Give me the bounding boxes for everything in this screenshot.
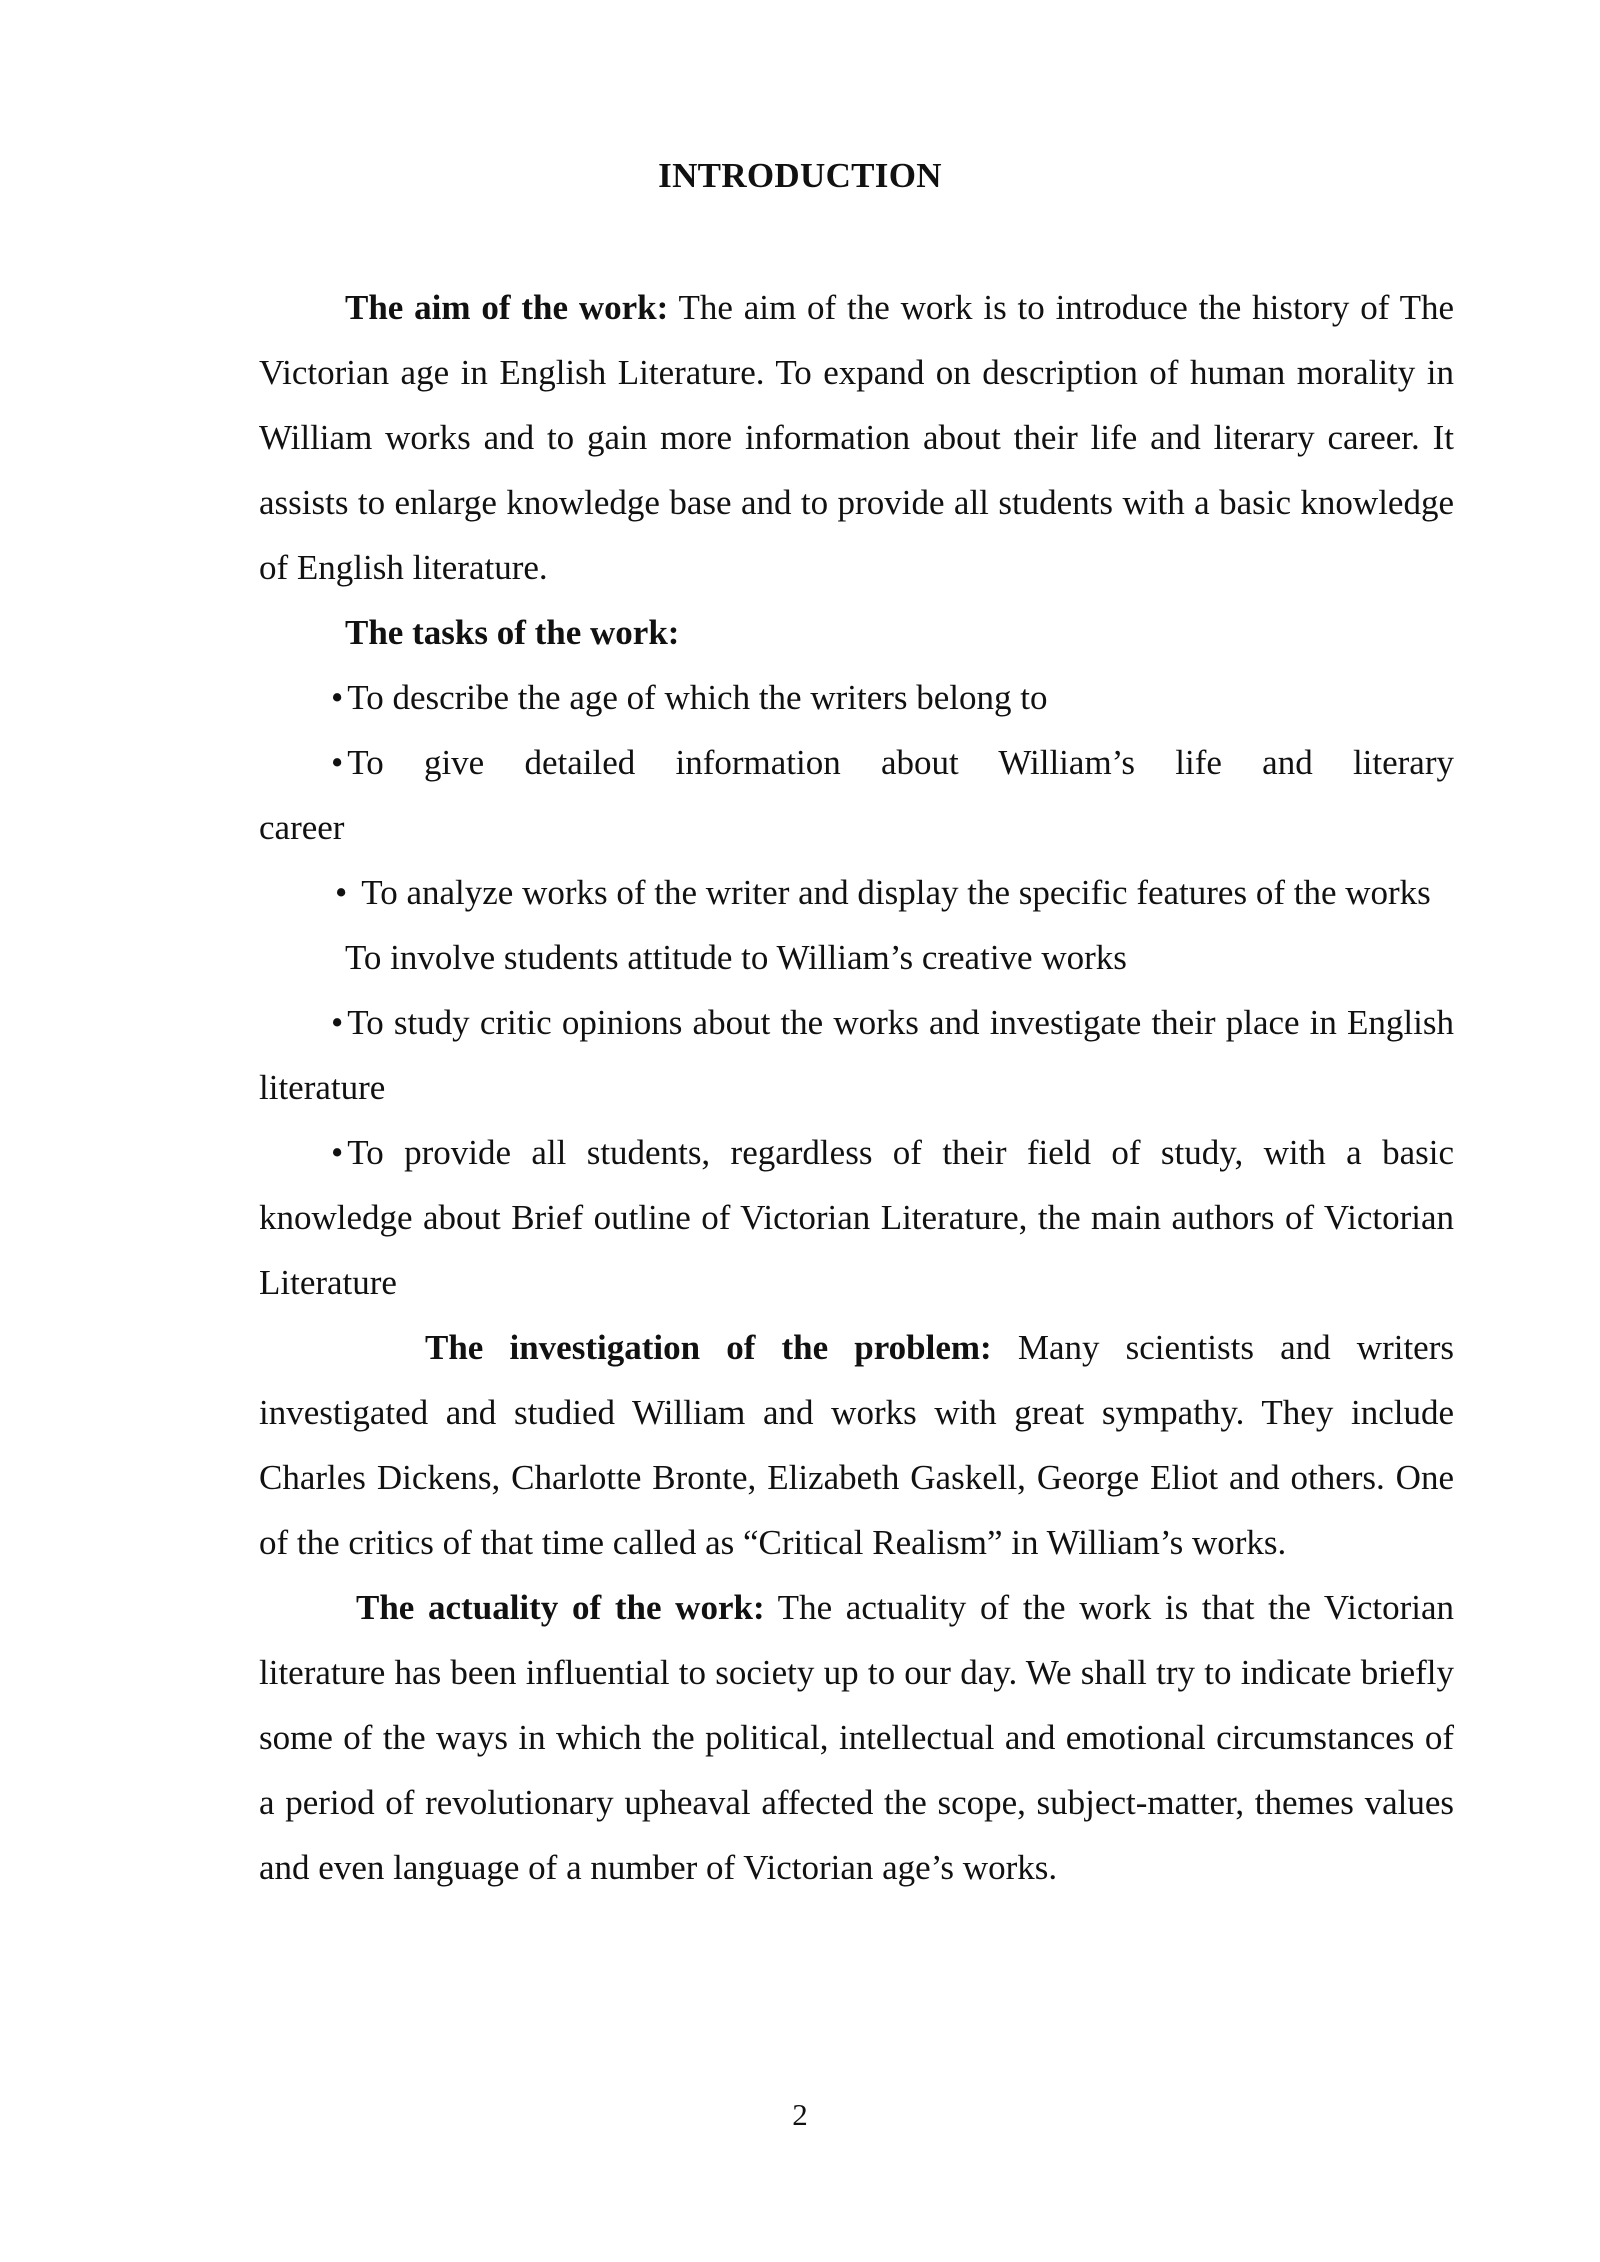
task-item-text: To give detailed information about William’s life and literary career [259,743,1454,847]
aim-paragraph [259,275,1454,600]
bullet-icon: • [331,1003,344,1042]
investigation-text: Many scientists and writers investigated and studied William and works with great sympathy. They include Charles Dickens, Charlotte Bronte, Elizabeth Gaskell, George Eliot and others. One of the critics of that time called as “Critical Realism” in William’s works. [259,1328,1454,1562]
actuality-text: The actuality of the work is that the Victorian literature has been influential to society up to our day. We shall try to indicate briefly some of the ways in which the political, intellectual and emotional circumstances of a period of revolutionary upheaval affected the scope, subject-matter, themes values and even language of a number of Victorian age’s works. [259,1588,1454,1887]
section-heading: INTRODUCTION [658,156,942,195]
tasks-label: The tasks of the work: [345,613,680,652]
bullet-icon: • [335,873,348,912]
task-item-text: To describe the age of which the writers belong to [347,678,1048,717]
task-item-text: To provide all students, regardless of their field of study, with a basic knowledge about Brief outline of Victorian Literature, the main authors of Victorian Literature [259,1133,1454,1302]
task-item [259,860,1454,925]
task-item [259,665,1454,730]
page-number: 2 [792,2097,808,2132]
investigation-paragraph [259,1315,1454,1575]
bullet-icon: • [331,1133,344,1172]
task-item-text: To analyze works of the writer and display the specific features of the works [361,873,1431,912]
task-item [259,730,1454,860]
task-item-text: To study critic opinions about the works and investigate their place in English literature [259,1003,1454,1107]
task-item [259,1120,1454,1315]
aim-label: The aim of the work: [345,288,669,327]
actuality-label: The actuality of the work: [356,1588,765,1627]
tasks-heading [259,600,1454,665]
task-item-text: To involve students attitude to William’s creative works [345,938,1127,977]
task-item-no-bullet [259,925,1454,990]
task-item [259,990,1454,1120]
actuality-paragraph [259,1575,1454,1900]
bullet-icon: • [331,743,344,782]
document-body [259,275,1454,1900]
investigation-label: The investigation of the problem: [425,1328,992,1367]
bullet-icon: • [331,678,344,717]
aim-text: The aim of the work is to introduce the history of The Victorian age in English Literature. To expand on description of human morality in William works and to gain more information about their life and literary career. It assists to enlarge knowledge base and to provide all students with a basic knowledge of English literature. [259,288,1454,587]
